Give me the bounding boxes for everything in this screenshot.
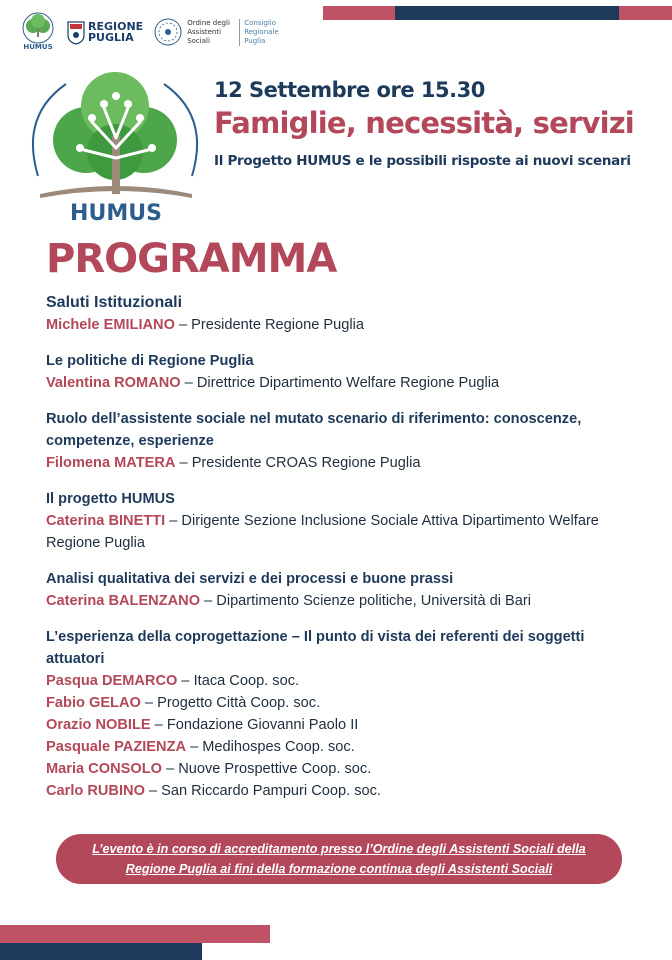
speaker-line bbox=[46, 314, 636, 336]
program-section bbox=[46, 350, 636, 394]
speaker-role: – Presidente Regione Puglia bbox=[174, 317, 364, 333]
speaker-name: Maria CONSOLO bbox=[46, 761, 162, 777]
speaker-line bbox=[46, 670, 636, 692]
speaker-role: – Nuove Prospettive Coop. soc. bbox=[161, 761, 372, 777]
program-title: PROGRAMMA bbox=[46, 236, 337, 282]
speaker-role: – Medihospes Coop. soc. bbox=[186, 739, 355, 755]
speaker-role: – Fondazione Giovanni Paolo II bbox=[150, 717, 359, 733]
event-subtitle: Il Progetto HUMUS e le possibili risposte ai nuovi scenari bbox=[214, 153, 631, 169]
top-bar-pink-right bbox=[619, 6, 672, 20]
ordine-assistenti-logo bbox=[153, 17, 286, 47]
speaker-line bbox=[46, 372, 636, 394]
humus-tree-small-icon bbox=[20, 12, 56, 52]
regione-puglia-logo bbox=[66, 19, 143, 45]
section-title: Le politiche di Regione Puglia bbox=[46, 353, 254, 369]
bottom-bar-navy bbox=[0, 943, 202, 960]
speaker-line bbox=[46, 780, 636, 802]
speaker-line bbox=[46, 452, 636, 474]
top-bar-navy bbox=[395, 6, 619, 20]
speaker-line bbox=[46, 714, 636, 736]
bottom-bar-pink bbox=[0, 925, 270, 943]
speaker-role: – Itaca Coop. soc. bbox=[177, 673, 300, 689]
accreditation-text: L’evento è in corso di accreditamento presso l’Ordine degli Assistenti Sociali della Regione Puglia ai fini della formazione continua degli Assistenti Sociali bbox=[92, 842, 586, 876]
section-title: Saluti Istituzionali bbox=[46, 294, 183, 311]
speaker-line bbox=[46, 510, 636, 554]
speaker-name: Valentina ROMANO bbox=[46, 375, 181, 391]
section-title: Il progetto HUMUS bbox=[46, 491, 175, 507]
regione-puglia-crest-icon bbox=[66, 19, 86, 45]
speaker-name: Pasquale PAZIENZA bbox=[46, 739, 187, 755]
speaker-role: – Progetto Città Coop. soc. bbox=[140, 695, 321, 711]
humus-small-logo bbox=[20, 12, 56, 52]
header-logos bbox=[20, 12, 296, 52]
speaker-role: – Presidente CROAS Regione Puglia bbox=[175, 455, 421, 471]
program-section bbox=[46, 292, 636, 336]
ordine-text: Ordine degli Assistenti Sociali bbox=[187, 18, 230, 45]
humus-tree-logo-icon bbox=[26, 66, 204, 226]
program-section bbox=[46, 568, 636, 612]
speaker-line bbox=[46, 590, 636, 612]
program-list bbox=[46, 292, 636, 816]
speaker-name: Michele EMILIANO bbox=[46, 317, 175, 333]
program-section bbox=[46, 626, 636, 802]
section-title: Analisi qualitativa dei servizi e dei processi e buone prassi bbox=[46, 571, 454, 587]
section-title: Ruolo dell’assistente sociale nel mutato scenario di riferimento: conoscenze, competenze, esperienze bbox=[46, 411, 582, 449]
speaker-name: Orazio NOBILE bbox=[46, 717, 151, 733]
speaker-name: Filomena MATERA bbox=[46, 455, 176, 471]
speaker-name: Carlo RUBINO bbox=[46, 783, 145, 799]
speaker-role: – Dirigente Sezione Inclusione Sociale Attiva Dipartimento Welfare Regione Puglia bbox=[46, 513, 599, 551]
ordine-emblem-icon bbox=[153, 17, 183, 47]
speaker-name: Caterina BALENZANO bbox=[46, 593, 201, 609]
consiglio-text: Consiglio Regionale Puglia bbox=[239, 19, 286, 46]
top-bar-pink-left bbox=[323, 6, 395, 20]
svg-text:HUMUS: HUMUS bbox=[23, 43, 53, 51]
regione-line1: REGIONE bbox=[88, 20, 144, 33]
program-section bbox=[46, 488, 636, 554]
speaker-name: Fabio GELAO bbox=[46, 695, 141, 711]
speaker-role: – Direttrice Dipartimento Welfare Regione Puglia bbox=[180, 375, 500, 391]
program-section bbox=[46, 408, 636, 474]
accreditation-note bbox=[56, 834, 622, 884]
speaker-role: – Dipartimento Scienze politiche, Università di Bari bbox=[200, 593, 532, 609]
section-title: L’esperienza della coprogettazione – Il punto di vista dei referenti dei soggetti attuatori bbox=[46, 629, 585, 667]
speaker-name: Caterina BINETTI bbox=[46, 513, 166, 529]
svg-text:HUMUS: HUMUS bbox=[70, 201, 162, 226]
speaker-line bbox=[46, 736, 636, 758]
event-title: Famiglie, necessità, servizi bbox=[214, 106, 634, 140]
speaker-line bbox=[46, 692, 636, 714]
speaker-name: Pasqua DEMARCO bbox=[46, 673, 178, 689]
event-date: 12 Settembre ore 15.30 bbox=[214, 78, 485, 102]
speaker-role: – San Riccardo Pampuri Coop. soc. bbox=[144, 783, 381, 799]
regione-line2: PUGLIA bbox=[88, 31, 134, 44]
speaker-line bbox=[46, 758, 636, 780]
